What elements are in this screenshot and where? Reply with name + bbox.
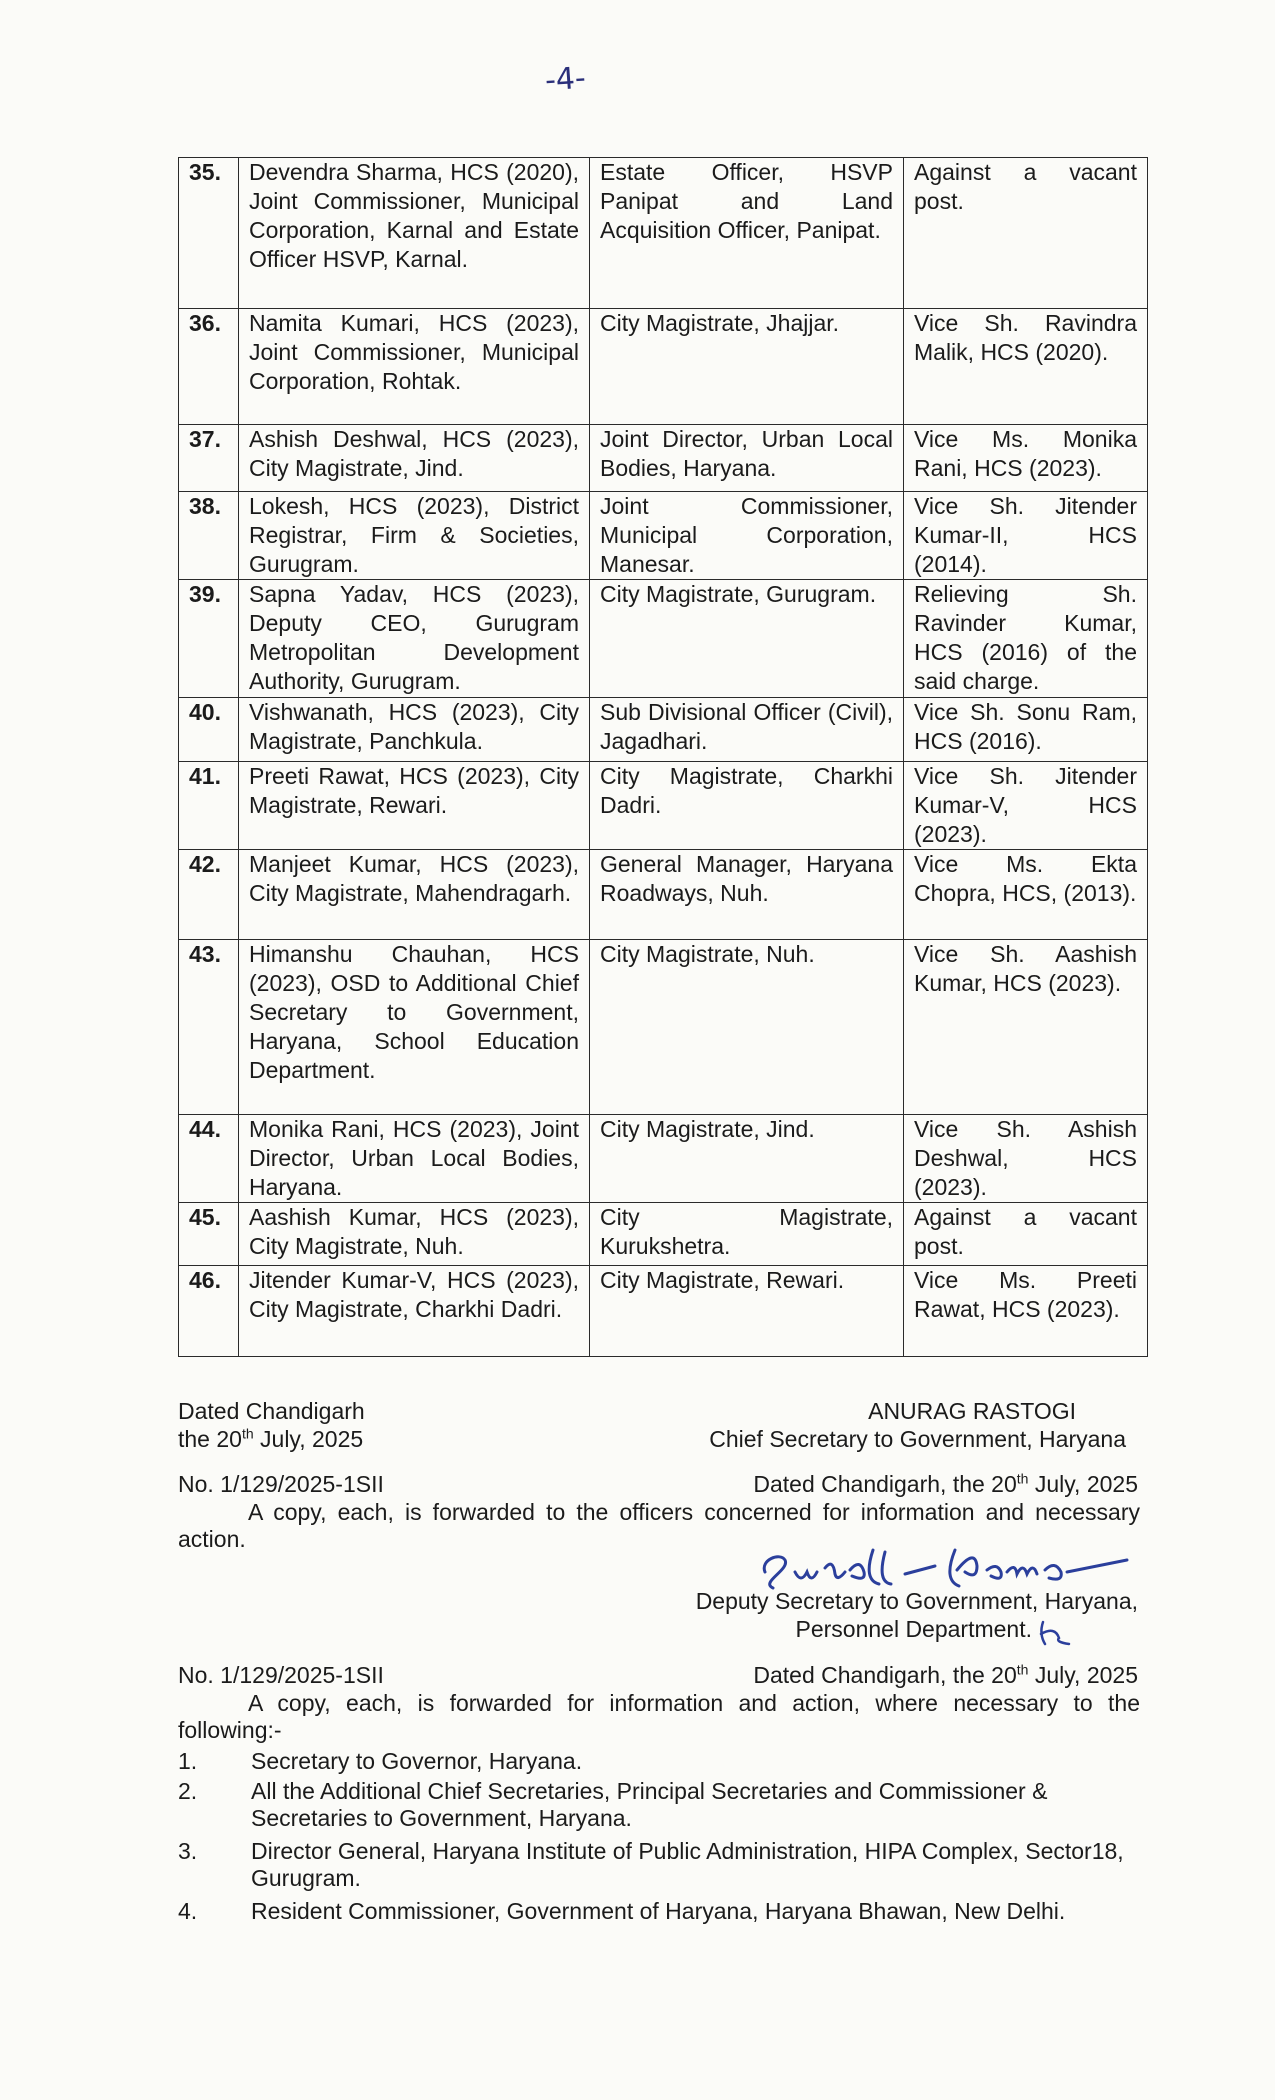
officer-cell: Sapna Yadav, HCS (2023), Deputy CEO, Gurugram Metropolitan Development Authority, Gurugram. xyxy=(239,580,590,698)
remarks-cell: Vice Sh. Aashish Kumar, HCS (2023). xyxy=(904,940,1148,1115)
list-item-number: 4. xyxy=(178,1898,198,1924)
transfer-orders-table xyxy=(178,157,1148,1357)
remarks-cell: Vice Ms. Ekta Chopra, HCS, (2013). xyxy=(904,850,1148,940)
remarks-cell: Vice Sh. Sonu Ram, HCS (2016). xyxy=(904,698,1148,762)
list-item-number: 3. xyxy=(178,1838,198,1864)
dated-date: the 20th July, 2025 xyxy=(178,1425,364,1452)
table-row xyxy=(179,698,1148,762)
serial-number: 40. xyxy=(179,698,239,762)
officer-cell: Preeti Rawat, HCS (2023), City Magistrate, Rewari. xyxy=(239,762,590,850)
table-row xyxy=(179,158,1148,309)
posted-as-cell: Sub Divisional Officer (Civil), Jagadhari. xyxy=(590,698,904,762)
signatory-name: ANURAG RASTOGI xyxy=(868,1398,1076,1424)
remarks-cell: Vice Sh. Jitender Kumar-II, HCS (2014). xyxy=(904,492,1148,580)
table-row xyxy=(179,309,1148,425)
posted-as-cell: Joint Commissioner, Municipal Corporation, Manesar. xyxy=(590,492,904,580)
remarks-cell: Vice Ms. Preeti Rawat, HCS (2023). xyxy=(904,1266,1148,1357)
officer-cell: Monika Rani, HCS (2023), Joint Director, Urban Local Bodies, Haryana. xyxy=(239,1115,590,1203)
list-item-text: Secretary to Governor, Haryana. xyxy=(251,1748,583,1774)
serial-number: 35. xyxy=(179,158,239,309)
endorsement-date: Dated Chandigarh, the 20th July, 2025 xyxy=(753,1661,1138,1688)
serial-number: 45. xyxy=(179,1203,239,1266)
remarks-cell: Vice Sh. Ashish Deshwal, HCS (2023). xyxy=(904,1115,1148,1203)
table-row xyxy=(179,762,1148,850)
serial-number: 37. xyxy=(179,425,239,492)
officer-cell: Devendra Sharma, HCS (2020), Joint Commissioner, Municipal Corporation, Karnal and Estate Officer HSVP, Karnal. xyxy=(239,158,590,309)
posted-as-cell: Estate Officer, HSVP Panipat and Land Acquisition Officer, Panipat. xyxy=(590,158,904,309)
table-row xyxy=(179,1266,1148,1357)
endorsement-text: A copy, each, is forwarded for information and action, where necessary to the following:- xyxy=(178,1690,1140,1743)
table-row xyxy=(179,580,1148,698)
officer-cell: Ashish Deshwal, HCS (2023), City Magistrate, Jind. xyxy=(239,425,590,492)
page-number: -4- xyxy=(543,60,587,99)
serial-number: 42. xyxy=(179,850,239,940)
posted-as-cell: City Magistrate, Gurugram. xyxy=(590,580,904,698)
serial-number: 46. xyxy=(179,1266,239,1357)
serial-number: 36. xyxy=(179,309,239,425)
dated-place: Dated Chandigarh xyxy=(178,1398,365,1424)
posted-as-cell: City Magistrate, Rewari. xyxy=(590,1266,904,1357)
signatory-title: Chief Secretary to Government, Haryana xyxy=(709,1426,1126,1452)
endorsement-text: A copy, each, is forwarded to the officers concerned for information and necessary action. xyxy=(178,1499,1140,1552)
remarks-cell: Vice Ms. Monika Rani, HCS (2023). xyxy=(904,425,1148,492)
table-row xyxy=(179,940,1148,1115)
officer-cell: Namita Kumari, HCS (2023), Joint Commissioner, Municipal Corporation, Rohtak. xyxy=(239,309,590,425)
remarks-cell: Relieving Sh. Ravinder Kumar, HCS (2016) of the said charge. xyxy=(904,580,1148,698)
officer-cell: Vishwanath, HCS (2023), City Magistrate, Panchkula. xyxy=(239,698,590,762)
list-item-text: Director General, Haryana Institute of Public Administration, HIPA Complex, Sector18, Gurugram. xyxy=(251,1838,1124,1891)
table-row xyxy=(179,1115,1148,1203)
serial-number: 39. xyxy=(179,580,239,698)
table-row xyxy=(179,425,1148,492)
list-item-text: All the Additional Chief Secretaries, Principal Secretaries and Commissioner & Secretaries to Government, Haryana. xyxy=(251,1778,1048,1831)
remarks-cell: Against a vacant post. xyxy=(904,1203,1148,1266)
officer-cell: Lokesh, HCS (2023), District Registrar, Firm & Societies, Gurugram. xyxy=(239,492,590,580)
serial-number: 41. xyxy=(179,762,239,850)
posted-as-cell: City Magistrate, Kurukshetra. xyxy=(590,1203,904,1266)
list-item-number: 2. xyxy=(178,1778,198,1804)
list-item-text: Resident Commissioner, Government of Haryana, Haryana Bhawan, New Delhi. xyxy=(251,1898,1066,1924)
table-row xyxy=(179,492,1148,580)
officer-cell: Himanshu Chauhan, HCS (2023), OSD to Additional Chief Secretary to Government, Haryana, School Education Department. xyxy=(239,940,590,1115)
deputy-secretary-title: Deputy Secretary to Government, Haryana, xyxy=(695,1588,1138,1614)
posted-as-cell: Joint Director, Urban Local Bodies, Haryana. xyxy=(590,425,904,492)
posted-as-cell: City Magistrate, Charkhi Dadri. xyxy=(590,762,904,850)
posted-as-cell: General Manager, Haryana Roadways, Nuh. xyxy=(590,850,904,940)
department-name: Personnel Department. xyxy=(795,1616,1032,1642)
serial-number: 43. xyxy=(179,940,239,1115)
endorsement-number: No. 1/129/2025-1SII xyxy=(178,1662,384,1688)
officer-cell: Manjeet Kumar, HCS (2023), City Magistrate, Mahendragarh. xyxy=(239,850,590,940)
list-item-number: 1. xyxy=(178,1748,198,1774)
serial-number: 44. xyxy=(179,1115,239,1203)
posted-as-cell: City Magistrate, Nuh. xyxy=(590,940,904,1115)
remarks-cell: Vice Sh. Ravindra Malik, HCS (2020). xyxy=(904,309,1148,425)
endorsement-date: Dated Chandigarh, the 20th July, 2025 xyxy=(753,1470,1138,1497)
remarks-cell: Against a vacant post. xyxy=(904,158,1148,309)
posted-as-cell: City Magistrate, Jhajjar. xyxy=(590,309,904,425)
endorsement-number: No. 1/129/2025-1SII xyxy=(178,1471,384,1497)
officer-cell: Jitender Kumar-V, HCS (2023), City Magistrate, Charkhi Dadri. xyxy=(239,1266,590,1357)
remarks-cell: Vice Sh. Jitender Kumar-V, HCS (2023). xyxy=(904,762,1148,850)
serial-number: 38. xyxy=(179,492,239,580)
table-row xyxy=(179,850,1148,940)
officer-cell: Aashish Kumar, HCS (2023), City Magistrate, Nuh. xyxy=(239,1203,590,1266)
table-row xyxy=(179,1203,1148,1266)
handwritten-initial xyxy=(1035,1618,1075,1648)
posted-as-cell: City Magistrate, Jind. xyxy=(590,1115,904,1203)
